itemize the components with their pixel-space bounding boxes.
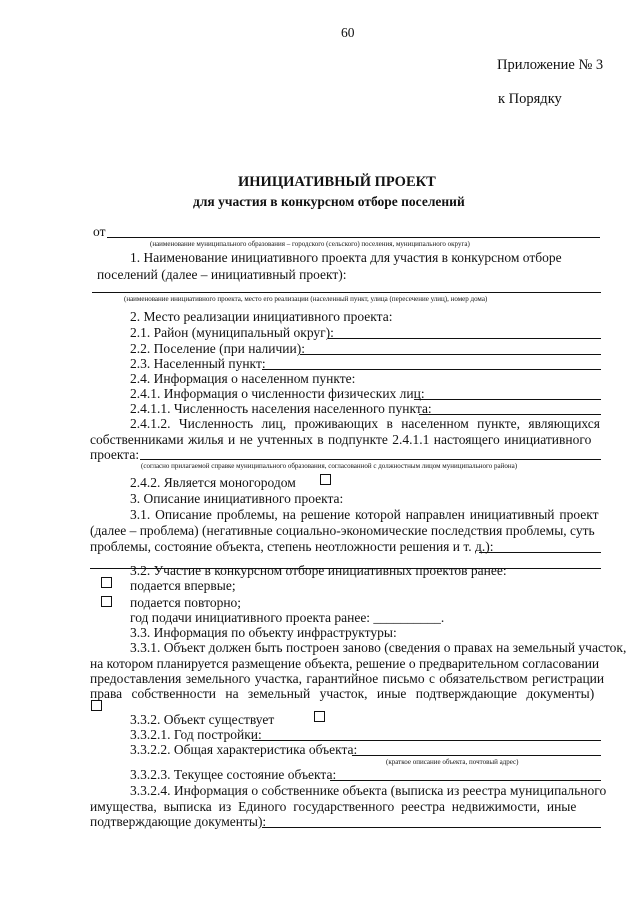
section-3-2: 3.2. Участие в конкурсном отборе инициативных проектов ранее:: [130, 563, 507, 578]
section-3-3-2-4-line2: имущества, выписка из Единого государственного реестра недвижимости, иные: [90, 799, 577, 814]
section-3-3: 3.3. Информация по объекту инфраструктуры:: [130, 625, 397, 640]
existing-object-checkbox[interactable]: [314, 711, 325, 722]
section-2-4-1-2-line1: 2.4.1.2. Численность лиц, проживающих в населенном пункте, являющихся: [130, 416, 600, 431]
settlement-field[interactable]: [300, 354, 601, 355]
section-3-3-2-4-line3: подтверждающие документы):: [90, 814, 267, 829]
owners-count-field[interactable]: [140, 459, 601, 460]
section-3-3-1-line3: предоставления земельного участка, гарантийное письмо с обязательством регистрации: [90, 671, 605, 686]
problem-field[interactable]: [479, 552, 601, 553]
repeat-checkbox[interactable]: [101, 596, 112, 607]
previous-year-line: год подачи инициативного проекта ранее: __________.: [130, 610, 445, 625]
certificate-hint: (согласно прилагаемой справке муниципального образования, согласованной с должностным лицом муниципального района): [141, 462, 518, 470]
new-object-checkbox[interactable]: [91, 700, 102, 711]
build-year-field[interactable]: [252, 740, 601, 741]
section-3-3-1-line2: на котором планируется размещение объекта, решение о предварительном согласовании: [90, 656, 600, 671]
section-2: 2. Место реализации инициативного проекта:: [130, 309, 393, 324]
first-time-checkbox[interactable]: [101, 577, 112, 588]
section-3-3-2: 3.3.2. Объект существует: [130, 712, 275, 727]
locality-field[interactable]: [262, 369, 601, 370]
form-subtitle: для участия в конкурсном отборе поселений: [193, 194, 465, 209]
section-2-4-1-2-line3: проекта:: [90, 447, 140, 462]
project-hint: (наименование инициативного проекта, место его реализации (населенный пункт, улица (пересечение улиц), номер дома): [124, 295, 488, 303]
section-3-3-1-line1: 3.3.1. Объект должен быть построен заново (сведения о правах на земельный участок,: [130, 640, 627, 655]
owner-info-field[interactable]: [262, 827, 601, 828]
section-3: 3. Описание инициативного проекта:: [130, 491, 344, 506]
address-hint: (краткое описание объекта, почтовый адрес): [386, 758, 519, 766]
project-name-field[interactable]: [92, 292, 601, 293]
district-field[interactable]: [328, 338, 601, 339]
object-condition-field[interactable]: [330, 780, 601, 781]
section-2-3: 2.3. Населенный пункт:: [130, 356, 266, 371]
item1-line1: 1. Наименование инициативного проекта для участия в конкурсном отборе: [130, 250, 562, 265]
section-3-3-2-1: 3.3.2.1. Год постройки:: [130, 727, 262, 742]
item1-line2: поселений (далее – инициативный проект):: [97, 267, 347, 282]
section-2-4-2: 2.4.2. Является моногородом: [130, 475, 296, 490]
section-2-4-1-2-line2: собственниками жилья и не учтенных в подпункте 2.4.1.1 настоящего инициативного: [90, 432, 592, 447]
section-3-1-line1: 3.1. Описание проблемы, на решение которой направлен инициативный проект: [130, 507, 599, 522]
monotown-checkbox[interactable]: [320, 474, 331, 485]
section-3-3-2-3: 3.3.2.3. Текущее состояние объекта:: [130, 767, 337, 782]
population-count-field[interactable]: [419, 414, 601, 415]
population-info-field[interactable]: [414, 399, 601, 400]
appendix-number: Приложение № 3: [497, 57, 604, 73]
first-time-label: подается впервые;: [130, 578, 236, 593]
form-title: ИНИЦИАТИВНЫЙ ПРОЕКТ: [238, 174, 436, 190]
section-3-1-line2: (далее – проблема) (негативные социально-экономические последствия проблемы, суть: [90, 523, 595, 538]
section-3-1-line3: проблемы, состояние объекта, степень неотложности решения и т. д.):: [90, 539, 494, 554]
section-3-3-1-line4: права собственности на земельный участок, иные подтверждающие документы): [90, 686, 595, 701]
section-2-2: 2.2. Поселение (при наличии):: [130, 341, 306, 356]
repeat-label: подается повторно;: [130, 595, 242, 610]
section-2-4-1: 2.4.1. Информация о численности физических лиц:: [130, 386, 425, 401]
appendix-order: к Порядку: [498, 91, 562, 107]
section-3-3-2-4-line1: 3.3.2.4. Информация о собственнике объекта (выписка из реестра муниципального: [130, 783, 607, 798]
page-number: 60: [341, 25, 355, 40]
municipality-field[interactable]: [107, 237, 600, 238]
object-description-field[interactable]: [352, 755, 601, 756]
municipality-hint: (наименование муниципального образования – городского (сельского) поселения, муниципального округа): [150, 240, 470, 248]
section-2-1: 2.1. Район (муниципальный округ):: [130, 325, 334, 340]
section-2-4-1-1: 2.4.1.1. Численность населения населенного пункта:: [130, 401, 432, 416]
from-label: от: [93, 224, 106, 239]
section-3-3-2-2: 3.3.2.2. Общая характеристика объекта:: [130, 742, 358, 757]
section-2-4: 2.4. Информация о населенном пункте:: [130, 371, 356, 386]
